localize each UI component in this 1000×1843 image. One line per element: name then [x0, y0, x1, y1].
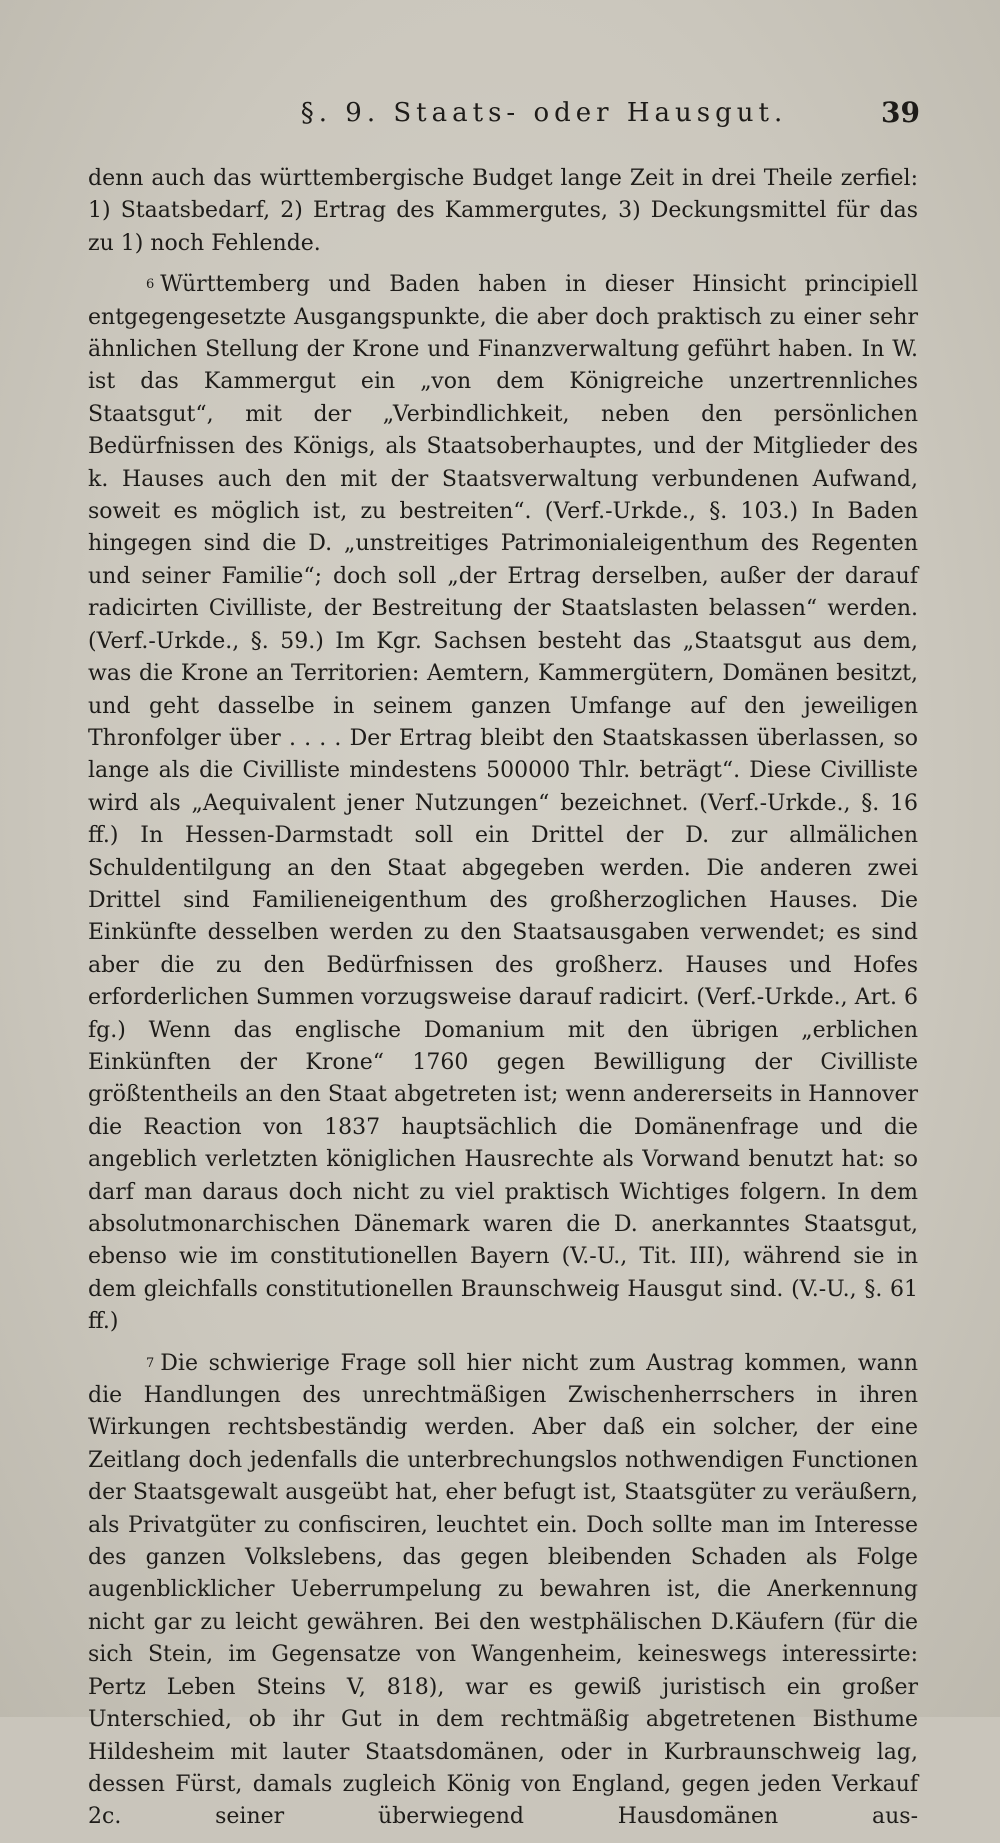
body-text: [88, 163, 918, 1843]
footnote-6-marker: 6: [146, 277, 155, 293]
paragraph-continuation: denn auch das württembergische Budget lange Zeit in drei Theile zerfiel: 1) Staatsbedarf, 2) Ertrag des Kammergutes, 3) Deckungsmittel für das zu 1) noch Fehlende.: [88, 166, 918, 256]
footnote-7-marker: 7: [146, 1355, 155, 1371]
running-head: §. 9. Staats- oder Hausgut.: [300, 98, 788, 128]
footnote-6-text: Württemberg und Baden haben in dieser Hinsicht principiell entgegengesetzte Ausgangspunkte, die aber doch praktisch zu einer sehr ähnlichen Stellung der Krone und Finanzverwaltung geführt haben. In W. ist das Kammergut ein „von dem Königreiche unzertrennliches Staatsgut“, mit der „Verbindlichkeit, neben den persönlichen Bedürfnissen des Königs, als Staatsoberhauptes, und der Mitglieder des k. Hauses auch den mit der Staatsverwaltung verbundenen Aufwand, soweit es möglich ist, zu bestreiten“. (Verf.-Urkde., §. 103.) In Baden hingegen sind die D. „unstreitiges Patrimonialeigenthum des Regenten und seiner Familie“; doch soll „der Ertrag derselben, außer der darauf radicirten Civilliste, der Bestreitung der Staatslasten belassen“ werden. (Verf.-Urkde., §. 59.) Im Kgr. Sachsen besteht das „Staatsgut aus dem, was die Krone an Territorien: Aemtern, Kammergütern, Domänen besitzt, und geht dasselbe in seinem ganzen Umfange auf den jeweiligen Thronfolger über . . . . Der Ertrag bleibt den Staatskassen überlassen, so lange als die Civilliste mindestens 500000 Thlr. beträgt“. Diese Civilliste wird als „Aequivalent jener Nutzungen“ bezeichnet. (Verf.-Urkde., §. 16 ff.) In Hessen-Darmstadt soll ein Drittel der D. zur allmälichen Schuldentilgung an den Staat abgegeben werden. Die anderen zwei Drittel sind Familieneigenthum des großherzoglichen Hauses. Die Einkünfte desselben werden zu den Staatsausgaben verwendet; es sind aber die zu den Bedürfnissen des großherz. Hauses und Hofes erforderlichen Summen vorzugsweise darauf radicirt. (Verf.-Urkde., Art. 6 fg.) Wenn das englische Domanium mit den übrigen „erblichen Einkünften der Krone“ 1760 gegen Bewilligung der Civilliste größtentheils an den Staat abgetreten ist; wenn andererseits in Hannover die Reaction von 1837 hauptsächlich die Domänenfrage und die angeblich verletzten königlichen Hausrechte als Vorwand benutzt hat: so darf man daraus doch nicht zu viel praktisch Wichtiges folgern. In dem absolutmonarchischen Dänemark waren die D. anerkanntes Staatsgut, ebenso wie im constitutionellen Bayern (V.-U., Tit. III), während sie in dem gleichfalls constitutionellen Braunschweig Hausgut sind. (V.-U., §. 61 ff.): [88, 272, 918, 1335]
page-header: [88, 98, 920, 138]
footnote-7-text: Die schwierige Frage soll hier nicht zum Austrag kommen, wann die Handlungen des unrechtmäßigen Zwischenherrschers in ihren Wirkungen rechtsbeständig werden. Aber daß ein solcher, der eine Zeitlang doch jedenfalls die unterbrechungslos nothwendigen Functionen der Staatsgewalt ausgeübt hat, eher befugt ist, Staatsgüter zu veräußern, als Privatgüter zu confisciren, leuchtet ein. Doch sollte man im Interesse des ganzen Volkslebens, das gegen bleibenden Schaden als Folge augenblicklicher Ueberrumpelung zu bewahren ist, die Anerkennung nicht gar zu leicht gewähren. Bei den westphälischen D.Käufern (für die sich Stein, im Gegensatze von Wangenheim, keineswegs interessirte: Pertz Leben Steins V, 818), war es gewiß juristisch ein großer Unterschied, ob ihr Gut in dem rechtmäßig abgetretenen Bisthume Hildesheim mit lauter Staatsdomänen, oder in Kurbraunschweig lag, dessen Fürst, damals zugleich König von England, gegen jeden Verkauf 2c. seiner überwiegend Hausdomänen aus-: [88, 1350, 918, 1830]
footnote-6: [88, 269, 918, 1338]
footnote-7: [88, 1348, 918, 1834]
page-number: 39: [881, 96, 920, 129]
